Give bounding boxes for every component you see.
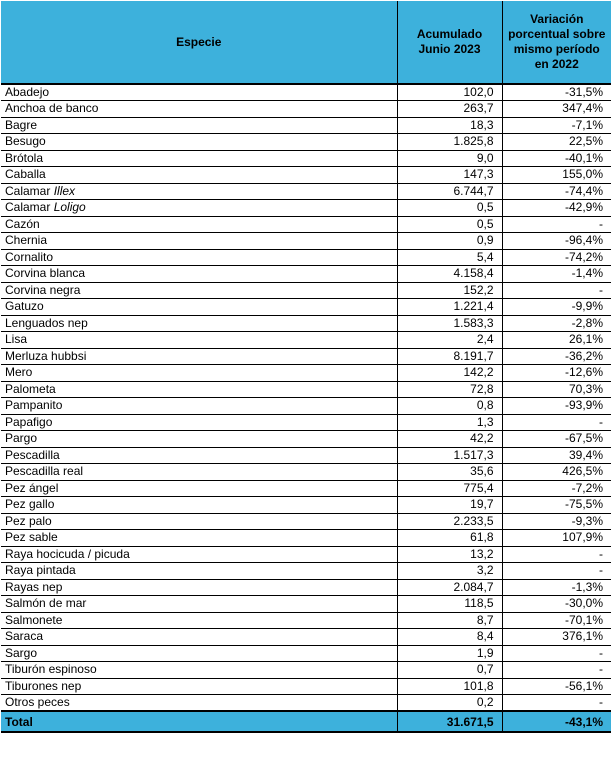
species-cell: Sargo — [1, 645, 397, 662]
species-cell: Raya hocicuda / picuda — [1, 546, 397, 563]
table-row — [1, 315, 611, 332]
header-variacion-porcentual: Variación porcentual sobre mismo período en 2022 — [502, 1, 611, 84]
table-footer — [1, 711, 611, 732]
species-cell: Rayas nep — [1, 579, 397, 596]
accumulated-cell: 1.825,8 — [397, 134, 502, 151]
table-row — [1, 563, 611, 580]
species-cell: Calamar Loligo — [1, 200, 397, 217]
accumulated-cell: 35,6 — [397, 464, 502, 481]
species-cell: Palometa — [1, 381, 397, 398]
table-row — [1, 546, 611, 563]
variation-cell: -7,1% — [502, 117, 611, 134]
variation-cell: 155,0% — [502, 167, 611, 184]
variation-cell: 107,9% — [502, 530, 611, 547]
accumulated-cell: 147,3 — [397, 167, 502, 184]
table-header — [1, 1, 611, 84]
accumulated-cell: 3,2 — [397, 563, 502, 580]
accumulated-cell: 2.084,7 — [397, 579, 502, 596]
table-row — [1, 150, 611, 167]
variation-cell: 22,5% — [502, 134, 611, 151]
table-body — [1, 84, 611, 711]
accumulated-cell: 0,5 — [397, 200, 502, 217]
species-cell: Cazón — [1, 216, 397, 233]
table-row — [1, 249, 611, 266]
species-cell: Pez sable — [1, 530, 397, 547]
table-row — [1, 183, 611, 200]
species-cell: Otros peces — [1, 695, 397, 712]
table-row — [1, 513, 611, 530]
species-scientific-name: Loligo — [53, 200, 86, 215]
table-row — [1, 629, 611, 646]
accumulated-cell: 1.583,3 — [397, 315, 502, 332]
variation-cell: -75,5% — [502, 497, 611, 514]
species-cell: Caballa — [1, 167, 397, 184]
species-cell: Pargo — [1, 431, 397, 448]
variation-cell: 26,1% — [502, 332, 611, 349]
header-row — [1, 1, 611, 84]
total-accumulated-value: 31.671,5 — [397, 711, 502, 732]
species-cell: Cornalito — [1, 249, 397, 266]
accumulated-cell: 1.221,4 — [397, 299, 502, 316]
total-variation-value: -43,1% — [502, 711, 611, 732]
species-cell: Corvina blanca — [1, 266, 397, 283]
table-row — [1, 266, 611, 283]
table-row — [1, 117, 611, 134]
accumulated-cell: 42,2 — [397, 431, 502, 448]
accumulated-cell: 152,2 — [397, 282, 502, 299]
accumulated-cell: 6.744,7 — [397, 183, 502, 200]
species-cell: Salmón de mar — [1, 596, 397, 613]
species-cell: Calamar Illex — [1, 183, 397, 200]
species-cell: Brótola — [1, 150, 397, 167]
variation-cell: -74,4% — [502, 183, 611, 200]
table-row — [1, 233, 611, 250]
table-row — [1, 497, 611, 514]
table-row — [1, 282, 611, 299]
variation-cell: - — [502, 546, 611, 563]
variation-cell: - — [502, 216, 611, 233]
table-row — [1, 101, 611, 118]
accumulated-cell: 0,9 — [397, 233, 502, 250]
species-cell: Papafigo — [1, 414, 397, 431]
species-cell: Mero — [1, 365, 397, 382]
variation-cell: 39,4% — [502, 447, 611, 464]
accumulated-cell: 72,8 — [397, 381, 502, 398]
table-row — [1, 678, 611, 695]
species-cell: Besugo — [1, 134, 397, 151]
table-row — [1, 134, 611, 151]
species-cell: Saraca — [1, 629, 397, 646]
variation-cell: -9,9% — [502, 299, 611, 316]
species-cell: Pampanito — [1, 398, 397, 415]
species-cell: Merluza hubbsi — [1, 348, 397, 365]
variation-cell: - — [502, 414, 611, 431]
accumulated-cell: 4.158,4 — [397, 266, 502, 283]
variation-cell: - — [502, 662, 611, 679]
table-row — [1, 530, 611, 547]
species-cell: Salmonete — [1, 612, 397, 629]
variation-cell: - — [502, 645, 611, 662]
table-row — [1, 381, 611, 398]
variation-cell: -42,9% — [502, 200, 611, 217]
table-row — [1, 596, 611, 613]
variation-cell: -74,2% — [502, 249, 611, 266]
species-cell: Bagre — [1, 117, 397, 134]
variation-cell: -1,4% — [502, 266, 611, 283]
table-row — [1, 480, 611, 497]
species-catch-table — [1, 1, 611, 733]
variation-cell: -9,3% — [502, 513, 611, 530]
accumulated-cell: 19,7 — [397, 497, 502, 514]
species-cell: Pez gallo — [1, 497, 397, 514]
species-scientific-name: Illex — [53, 183, 76, 198]
accumulated-cell: 61,8 — [397, 530, 502, 547]
species-cell: Lisa — [1, 332, 397, 349]
variation-cell: - — [502, 563, 611, 580]
accumulated-cell: 8,7 — [397, 612, 502, 629]
total-row — [1, 711, 611, 732]
variation-cell: -67,5% — [502, 431, 611, 448]
variation-cell: -70,1% — [502, 612, 611, 629]
variation-cell: - — [502, 695, 611, 712]
table-row — [1, 414, 611, 431]
accumulated-cell: 1,9 — [397, 645, 502, 662]
accumulated-cell: 8,4 — [397, 629, 502, 646]
table-row — [1, 167, 611, 184]
species-cell: Gatuzo — [1, 299, 397, 316]
species-cell: Tiburón espinoso — [1, 662, 397, 679]
table-row — [1, 447, 611, 464]
accumulated-cell: 263,7 — [397, 101, 502, 118]
table-row — [1, 332, 611, 349]
variation-cell: -40,1% — [502, 150, 611, 167]
accumulated-cell: 0,8 — [397, 398, 502, 415]
species-cell: Pescadilla real — [1, 464, 397, 481]
accumulated-cell: 102,0 — [397, 84, 502, 101]
table-row — [1, 348, 611, 365]
species-cell: Pez ángel — [1, 480, 397, 497]
species-cell: Pez palo — [1, 513, 397, 530]
header-acumulado-junio-2023: Acumulado Junio 2023 — [397, 1, 502, 84]
table-row — [1, 216, 611, 233]
header-especie: Especie — [1, 1, 397, 84]
variation-cell: -93,9% — [502, 398, 611, 415]
variation-cell: -30,0% — [502, 596, 611, 613]
species-cell: Raya pintada — [1, 563, 397, 580]
total-label: Total — [1, 711, 397, 732]
species-cell: Corvina negra — [1, 282, 397, 299]
table-row — [1, 579, 611, 596]
variation-cell: -2,8% — [502, 315, 611, 332]
species-cell: Tiburones nep — [1, 678, 397, 695]
accumulated-cell: 2,4 — [397, 332, 502, 349]
table-row — [1, 398, 611, 415]
table-row — [1, 299, 611, 316]
variation-cell: -36,2% — [502, 348, 611, 365]
table-row — [1, 84, 611, 101]
accumulated-cell: 142,2 — [397, 365, 502, 382]
accumulated-cell: 18,3 — [397, 117, 502, 134]
table-row — [1, 695, 611, 712]
table-row — [1, 431, 611, 448]
accumulated-cell: 1,3 — [397, 414, 502, 431]
table-row — [1, 464, 611, 481]
table-row — [1, 612, 611, 629]
variation-cell: -7,2% — [502, 480, 611, 497]
species-cell: Lenguados nep — [1, 315, 397, 332]
species-cell: Anchoa de banco — [1, 101, 397, 118]
variation-cell: 70,3% — [502, 381, 611, 398]
variation-cell: -12,6% — [502, 365, 611, 382]
accumulated-cell: 101,8 — [397, 678, 502, 695]
accumulated-cell: 0,2 — [397, 695, 502, 712]
accumulated-cell: 8.191,7 — [397, 348, 502, 365]
accumulated-cell: 775,4 — [397, 480, 502, 497]
table-row — [1, 645, 611, 662]
accumulated-cell: 118,5 — [397, 596, 502, 613]
accumulated-cell: 0,7 — [397, 662, 502, 679]
species-cell: Chernia — [1, 233, 397, 250]
accumulated-cell: 2.233,5 — [397, 513, 502, 530]
variation-cell: 426,5% — [502, 464, 611, 481]
accumulated-cell: 5,4 — [397, 249, 502, 266]
species-cell: Pescadilla — [1, 447, 397, 464]
variation-cell: -96,4% — [502, 233, 611, 250]
table-row — [1, 200, 611, 217]
variation-cell: -31,5% — [502, 84, 611, 101]
accumulated-cell: 13,2 — [397, 546, 502, 563]
accumulated-cell: 0,5 — [397, 216, 502, 233]
variation-cell: -1,3% — [502, 579, 611, 596]
variation-cell: 347,4% — [502, 101, 611, 118]
table-row — [1, 662, 611, 679]
accumulated-cell: 1.517,3 — [397, 447, 502, 464]
variation-cell: -56,1% — [502, 678, 611, 695]
accumulated-cell: 9,0 — [397, 150, 502, 167]
table-row — [1, 365, 611, 382]
variation-cell: - — [502, 282, 611, 299]
variation-cell: 376,1% — [502, 629, 611, 646]
species-cell: Abadejo — [1, 84, 397, 101]
